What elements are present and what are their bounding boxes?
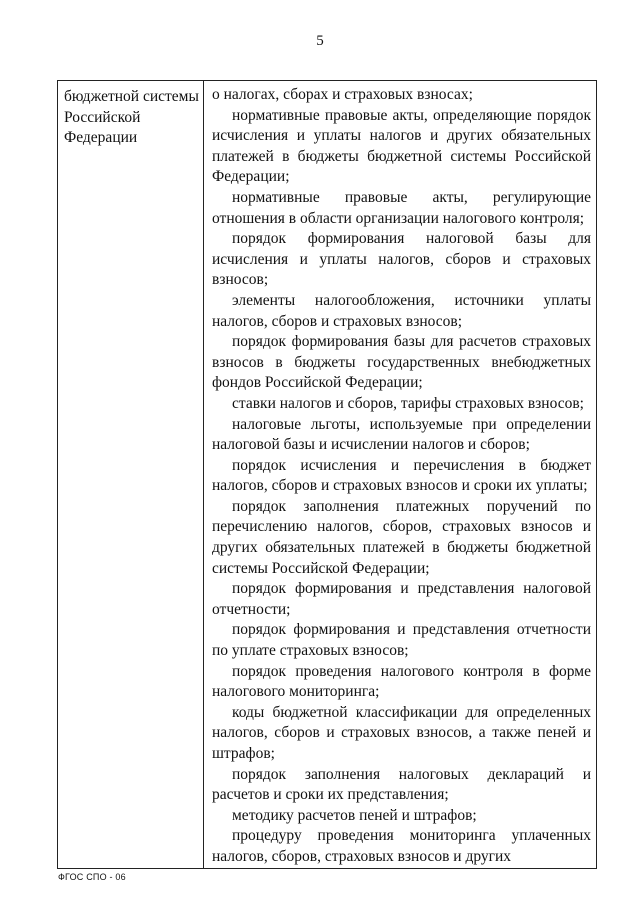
table-row	[58, 81, 597, 869]
page-number: 5	[316, 33, 324, 49]
list-item: процедуру проведения мониторинга уплаченных налогов, сборов, страховых взносов и других	[212, 827, 591, 865]
table-cell-right	[204, 81, 597, 869]
list-item: налоговые льготы, используемые при определении налоговой базы и исчислении налогов и сборов;	[212, 415, 591, 454]
list-item: ставки налогов и сборов, тарифы страховых взносов;	[232, 394, 584, 412]
list-item: нормативные правовые акты, регулирующие отношения в области организации налогового контроля;	[212, 188, 591, 227]
left-cell-line: Российской	[64, 108, 141, 126]
list-item: порядок исчисления и перечисления в бюджет налогов, сборов и страховых взносов и сроки их уплаты;	[212, 456, 591, 495]
list-item: порядок формирования и представления отчетности по уплате страховых взносов;	[212, 621, 591, 660]
list-item: коды бюджетной классификации для определенных налогов, сборов и страховых взносов, а также пеней и штрафов;	[212, 703, 591, 762]
left-cell-line: бюджетной системы	[64, 88, 199, 105]
list-item: нормативные правовые акты, определяющие порядок исчисления и уплаты налогов и других обязательных платежей в бюджеты бюджетной системы Российской Федерации;	[212, 106, 591, 186]
list-item: о налогах, сборах и страховых взносах;	[212, 86, 473, 103]
footer-document-code: ФГОС СПО - 06	[58, 872, 126, 882]
left-cell-line: Федерации	[64, 129, 138, 146]
list-item: порядок проведения налогового контроля в форме налогового мониторинга;	[212, 662, 591, 701]
list-item: порядок формирования и представления налоговой отчетности;	[212, 580, 591, 618]
right-cell-text	[204, 81, 596, 868]
list-item: порядок заполнения налоговых деклараций и расчетов и сроки их представления;	[212, 765, 591, 804]
list-item: порядок формирования базы для расчетов страховых взносов в бюджеты государственных внебюджетных фондов Российской Федерации;	[212, 333, 591, 392]
list-item: элементы налогообложения, источники уплаты налогов, сборов и страховых взносов;	[212, 291, 591, 330]
list-item: порядок формирования налоговой базы для исчисления и уплаты налогов, сборов и страховых взносов;	[212, 230, 591, 289]
table-cell-left	[58, 81, 204, 869]
list-item: методику расчетов пеней и штрафов;	[232, 806, 477, 824]
standards-table	[57, 80, 597, 869]
list-item: порядок заполнения платежных поручений по перечислению налогов, сборов, страховых взносов и других обязательных платежей в бюджеты бюджетной системы Российской Федерации;	[212, 497, 591, 577]
left-cell-text	[58, 81, 203, 149]
